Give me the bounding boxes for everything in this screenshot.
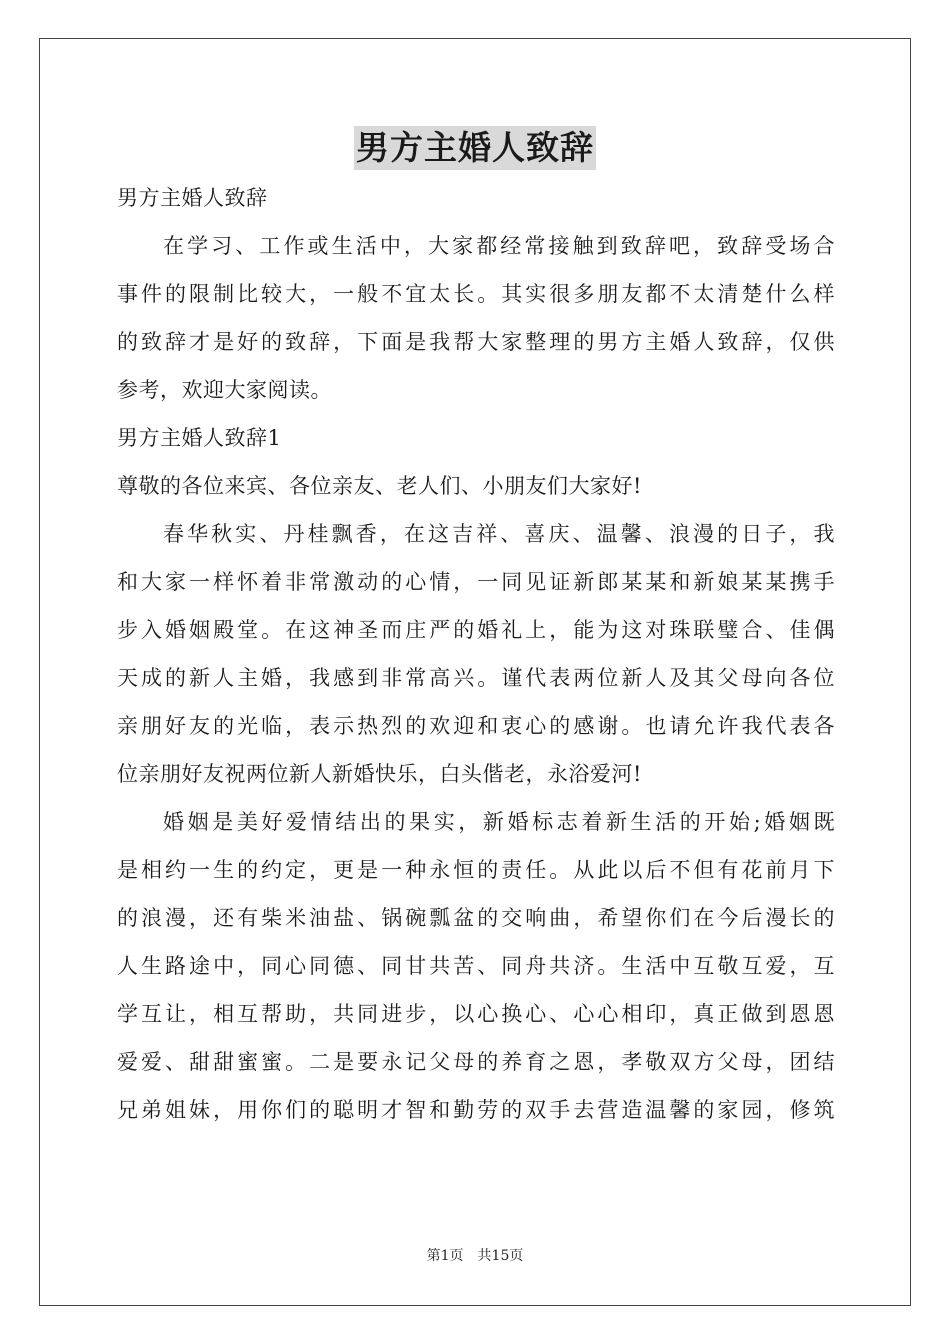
paragraph-line: 是相约一生的约定，更是一种永恒的责任。从此以后不但有花前月下 — [117, 858, 835, 882]
document-title: 男方主婚人致辞 — [354, 126, 596, 170]
intro-line: 参考，欢迎大家阅读。 — [117, 378, 332, 402]
title-container — [0, 126, 950, 170]
page-number: 第1页 — [426, 1248, 464, 1264]
paragraph-line: 步入婚姻殿堂。在这神圣而庄严的婚礼上，能为这对珠联璧合、佳偶 — [117, 618, 835, 642]
paragraph-line: 位亲朋好友祝两位新人新婚快乐，白头偕老，永浴爱河! — [117, 762, 642, 786]
page-footer — [0, 1246, 950, 1266]
subtitle: 男方主婚人致辞 — [117, 186, 268, 210]
intro-line: 在学习、工作或生活中，大家都经常接触到致辞吧，致辞受场合 — [163, 234, 835, 258]
intro-line: 事件的限制比较大，一般不宜太长。其实很多朋友都不太清楚什么样 — [117, 282, 835, 306]
page-total: 共15页 — [477, 1248, 524, 1264]
paragraph-line: 兄弟姐妹，用你们的聪明才智和勤劳的双手去营造温馨的家园，修筑 — [117, 1098, 835, 1122]
paragraph-line: 和大家一样怀着非常激动的心情，一同见证新郎某某和新娘某某携手 — [117, 570, 835, 594]
paragraph-line: 爱爱、甜甜蜜蜜。二是要永记父母的养育之恩，孝敬双方父母，团结 — [117, 1050, 835, 1074]
paragraph-line: 亲朋好友的光临，表示热烈的欢迎和衷心的感谢。也请允许我代表各 — [117, 714, 835, 738]
paragraph-line: 天成的新人主婚，我感到非常高兴。谨代表两位新人及其父母向各位 — [117, 666, 835, 690]
section-heading: 男方主婚人致辞1 — [117, 426, 282, 450]
document-body — [117, 174, 835, 1134]
paragraph-line: 春华秋实、丹桂飘香，在这吉祥、喜庆、温馨、浪漫的日子，我 — [163, 522, 835, 546]
paragraph-line: 学互让，相互帮助，共同进步，以心换心、心心相印，真正做到恩恩 — [117, 1002, 835, 1026]
paragraph-line: 的浪漫，还有柴米油盐、锅碗瓢盆的交响曲，希望你们在今后漫长的 — [117, 906, 835, 930]
intro-line: 的致辞才是好的致辞，下面是我帮大家整理的男方主婚人致辞，仅供 — [117, 330, 835, 354]
paragraph-line: 婚姻是美好爱情结出的果实，新婚标志着新生活的开始;婚姻既 — [163, 810, 835, 834]
paragraph-line: 人生路途中，同心同德、同甘共苦、同舟共济。生活中互敬互爱，互 — [117, 954, 835, 978]
greeting: 尊敬的各位来宾、各位亲友、老人们、小朋友们大家好! — [117, 474, 642, 498]
